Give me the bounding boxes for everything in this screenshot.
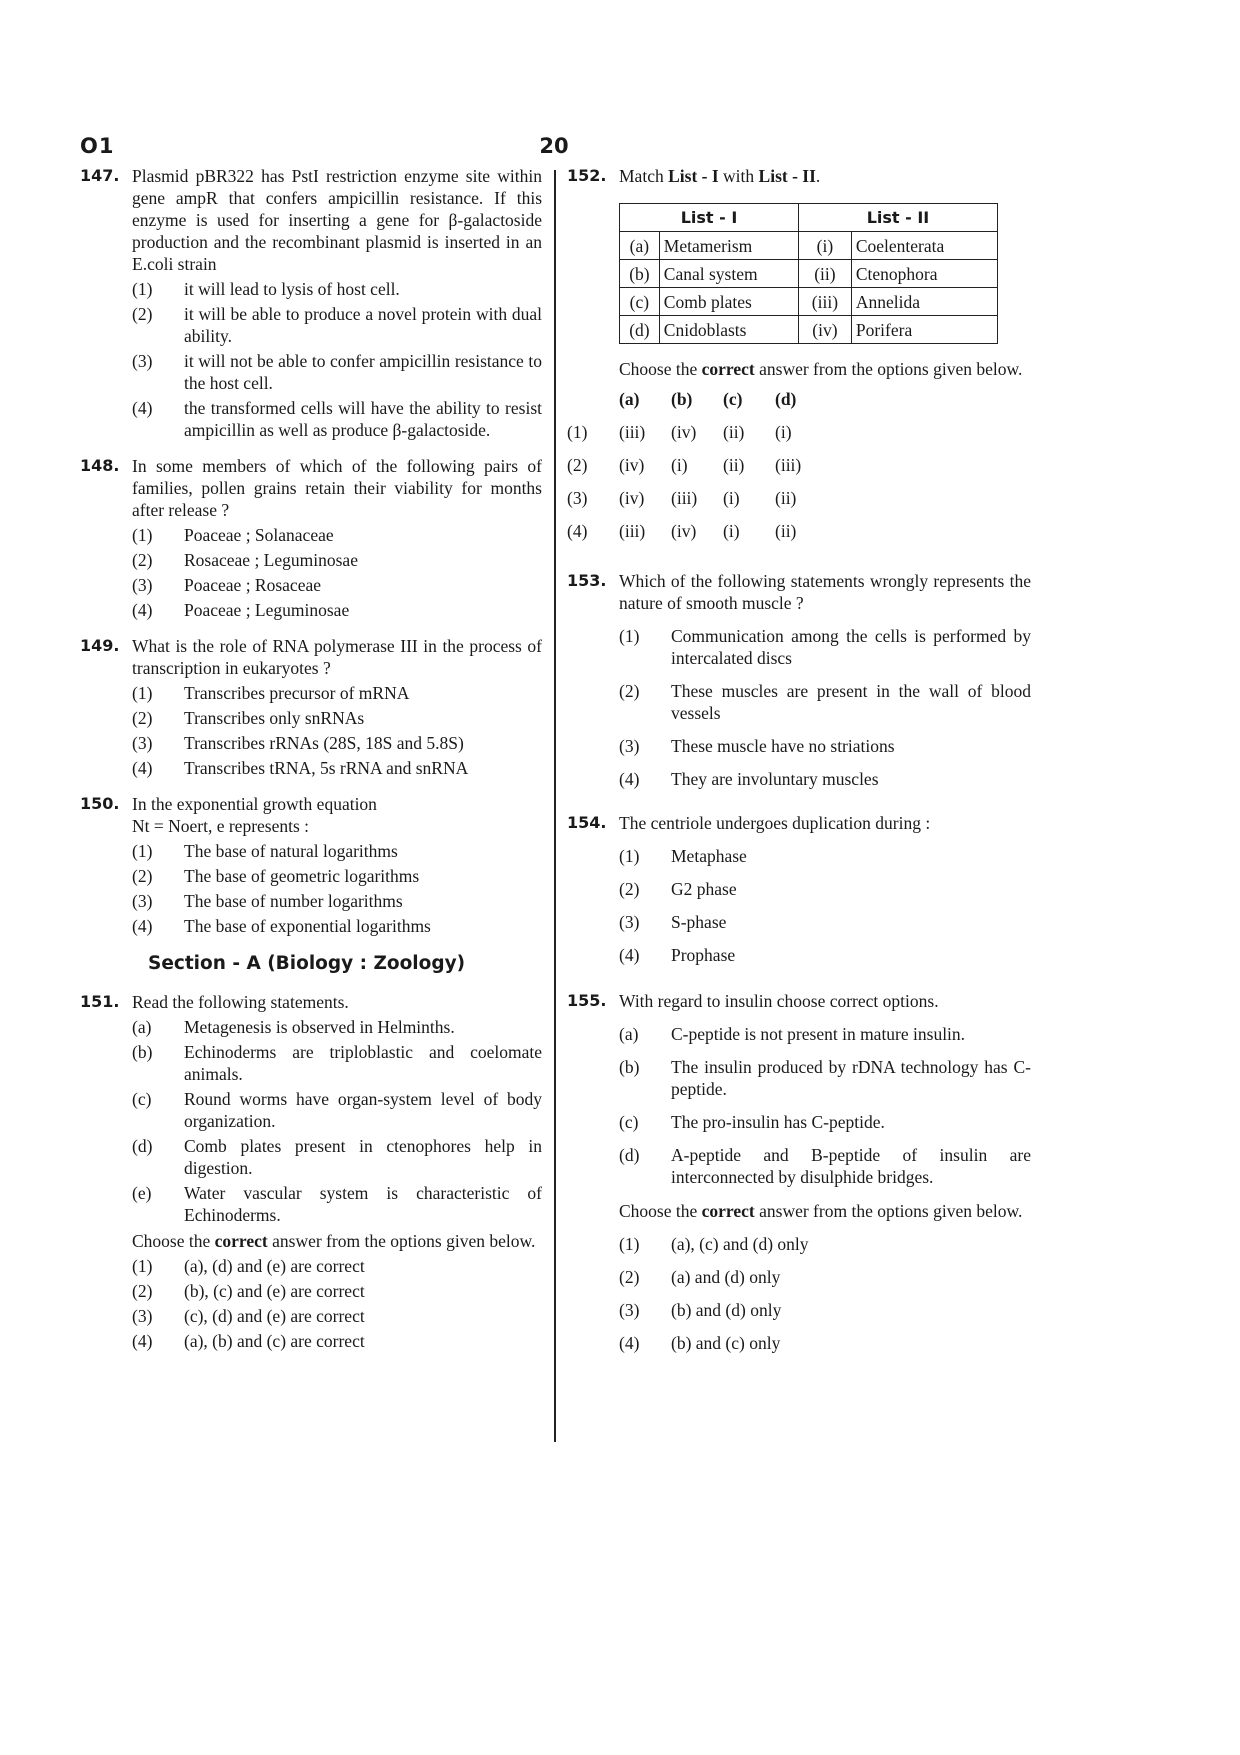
item-text: These muscle have no striations xyxy=(671,736,895,756)
option-item xyxy=(132,890,542,912)
item-label: (2) xyxy=(619,879,640,899)
item-text: (c), (d) and (e) are correct xyxy=(184,1306,365,1326)
item-label: (4) xyxy=(619,1333,640,1353)
instruction-bold: correct xyxy=(214,1231,268,1251)
question-text xyxy=(619,165,1031,187)
option-item xyxy=(132,682,542,704)
item-label: (2) xyxy=(132,708,153,728)
match-term: Ctenophora xyxy=(851,260,997,288)
statement-item xyxy=(132,1041,542,1085)
question-153 xyxy=(567,570,1031,790)
instruction-text: answer from the options given below. xyxy=(754,359,1023,379)
choose-instruction xyxy=(619,358,1031,380)
item-text: (b) and (c) only xyxy=(671,1333,781,1353)
item-label: (3) xyxy=(132,351,153,371)
bold-text: List - I xyxy=(668,166,719,186)
section-heading: Section - A (Biology : Zoology) xyxy=(148,953,466,974)
instruction-text: Choose the xyxy=(132,1231,215,1251)
item-text: Poaceae ; Rosaceae xyxy=(184,575,322,595)
text: Match xyxy=(619,166,669,186)
item-label: (c) xyxy=(132,1089,152,1109)
match-label: (ii) xyxy=(799,260,852,288)
instruction-bold: correct xyxy=(701,1201,755,1221)
question-150 xyxy=(80,793,542,937)
question-147 xyxy=(80,165,542,441)
answer-column-header: (c) xyxy=(723,389,743,409)
item-label: (1) xyxy=(132,279,153,299)
item-label: (a) xyxy=(132,1017,152,1037)
option-item xyxy=(132,303,542,347)
list-one-header: List - I xyxy=(620,204,799,232)
option-list xyxy=(619,1233,1031,1354)
item-label: (4) xyxy=(132,1331,153,1351)
item-text: Round worms have organ-system level of body organization. xyxy=(184,1089,542,1131)
match-term: Annelida xyxy=(851,288,997,316)
answer-cell: (i) xyxy=(723,521,740,541)
option-item xyxy=(132,1330,542,1352)
item-text: These muscles are present in the wall of blood vessels xyxy=(671,681,1031,723)
option-list xyxy=(132,840,542,937)
match-term: Canal system xyxy=(659,260,798,288)
grid-corner xyxy=(567,388,619,410)
statement-item xyxy=(619,1023,1031,1045)
statement-list xyxy=(619,1023,1031,1188)
item-label: (3) xyxy=(619,912,640,932)
match-label: (i) xyxy=(799,232,852,260)
item-text: They are involuntary muscles xyxy=(671,769,879,789)
option-list xyxy=(619,625,1031,790)
option-item xyxy=(132,350,542,394)
item-text: (a), (c) and (d) only xyxy=(671,1234,809,1254)
answer-cell: (i) xyxy=(723,488,740,508)
item-text: (a), (b) and (c) are correct xyxy=(184,1331,365,1351)
item-text: (b), (c) and (e) are correct xyxy=(184,1281,365,1301)
match-label: (iv) xyxy=(799,316,852,344)
option-item xyxy=(619,1266,1031,1288)
option-item xyxy=(619,944,1031,966)
item-label: (4) xyxy=(132,600,153,620)
question-text: Which of the following statements wrongly represents the nature of smooth muscle ? xyxy=(619,571,1031,613)
match-term: Metamerism xyxy=(659,232,798,260)
item-label: (2) xyxy=(132,866,153,886)
text: with xyxy=(718,166,759,186)
match-row xyxy=(620,260,998,288)
item-text: C-peptide is not present in mature insulin. xyxy=(671,1024,966,1044)
item-text: (a) and (d) only xyxy=(671,1267,781,1287)
option-item xyxy=(132,1305,542,1327)
item-text: Prophase xyxy=(671,945,736,965)
item-label: (3) xyxy=(132,1306,153,1326)
item-text: Poaceae ; Solanaceae xyxy=(184,525,334,545)
answer-option-label: (4) xyxy=(567,521,588,541)
option-item xyxy=(132,574,542,596)
statement-item xyxy=(132,1182,542,1226)
option-item xyxy=(132,1280,542,1302)
item-text: it will lead to lysis of host cell. xyxy=(184,279,400,299)
option-item xyxy=(132,599,542,621)
left-column xyxy=(80,165,542,1366)
answer-cell: (iii) xyxy=(619,422,646,442)
item-text: Rosaceae ; Leguminosae xyxy=(184,550,358,570)
answer-option-label: (2) xyxy=(567,455,588,475)
growth-equation: Nt = Noert, e represents : xyxy=(132,816,310,836)
match-term: Cnidoblasts xyxy=(659,316,798,344)
question-number: 153. xyxy=(567,571,607,590)
instruction-text: Choose the xyxy=(619,359,702,379)
instruction-text: Choose the xyxy=(619,1201,702,1221)
item-label: (4) xyxy=(132,758,153,778)
item-label: (3) xyxy=(132,575,153,595)
item-label: (e) xyxy=(132,1183,152,1203)
item-label: (d) xyxy=(132,1136,153,1156)
answer-cell: (iv) xyxy=(619,488,645,508)
option-item xyxy=(619,1233,1031,1255)
instruction-text: answer from the options given below. xyxy=(754,1201,1023,1221)
item-text: Transcribes only snRNAs xyxy=(184,708,365,728)
answer-cell: (iv) xyxy=(671,422,697,442)
item-text: Echinoderms are triploblastic and coelomate animals. xyxy=(184,1042,542,1084)
match-row xyxy=(620,232,998,260)
question-number: 149. xyxy=(80,636,120,655)
question-number: 155. xyxy=(567,991,607,1010)
option-item xyxy=(132,1255,542,1277)
item-text: it will be able to produce a novel protein with dual ability. xyxy=(184,304,542,346)
item-text: The pro-insulin has C-peptide. xyxy=(671,1112,885,1132)
answer-cell: (iv) xyxy=(619,455,645,475)
statement-list xyxy=(132,1016,542,1226)
question-number: 151. xyxy=(80,992,120,1011)
item-text: S-phase xyxy=(671,912,727,932)
question-text: In the exponential growth equation xyxy=(132,794,377,814)
item-label: (1) xyxy=(619,1234,640,1254)
item-label: (b) xyxy=(132,1042,153,1062)
item-text: Transcribes tRNA, 5s rRNA and snRNA xyxy=(184,758,469,778)
item-label: (2) xyxy=(132,550,153,570)
item-text: Transcribes precursor of mRNA xyxy=(184,683,410,703)
item-label: (1) xyxy=(132,841,153,861)
answer-cell: (ii) xyxy=(723,455,745,475)
item-label: (3) xyxy=(619,1300,640,1320)
statement-item xyxy=(132,1135,542,1179)
statement-item xyxy=(132,1016,542,1038)
answer-cell: (iii) xyxy=(619,521,646,541)
option-item xyxy=(132,865,542,887)
option-item xyxy=(132,915,542,937)
right-column xyxy=(567,165,1031,1368)
item-label: (1) xyxy=(619,846,640,866)
item-text: Water vascular system is characteristic of Echinoderms. xyxy=(184,1183,542,1225)
question-number: 150. xyxy=(80,794,120,813)
statement-item xyxy=(619,1056,1031,1100)
option-item xyxy=(619,845,1031,867)
statement-item xyxy=(619,1111,1031,1133)
question-number: 152. xyxy=(567,166,607,185)
item-text: (b) and (d) only xyxy=(671,1300,782,1320)
booklet-code: O1 xyxy=(80,134,115,158)
item-label: (4) xyxy=(132,916,153,936)
question-text: Plasmid pBR322 has PstI restriction enzyme site within gene ampR that confers ampicillin resistance. If this enzyme is used for inserting a gene for β-galactoside production and the recombinant plasmid is inserted in an E.coli strain xyxy=(132,166,542,274)
item-label: (3) xyxy=(619,736,640,756)
question-text: With regard to insulin choose correct options. xyxy=(619,991,939,1011)
match-label: (a) xyxy=(620,232,660,260)
choose-instruction xyxy=(619,1200,1031,1222)
item-label: (2) xyxy=(619,1267,640,1287)
answer-column-header: (b) xyxy=(671,389,693,409)
item-text: Transcribes rRNAs (28S, 18S and 5.8S) xyxy=(184,733,464,753)
match-label: (b) xyxy=(620,260,660,288)
option-list xyxy=(132,682,542,779)
item-text: Communication among the cells is performed by intercalated discs xyxy=(671,626,1031,668)
answer-column-header: (d) xyxy=(775,389,797,409)
column-divider xyxy=(554,170,556,1442)
answer-cell: (ii) xyxy=(775,521,797,541)
option-item xyxy=(619,1299,1031,1321)
item-label: (4) xyxy=(619,769,640,789)
answer-cell: (iii) xyxy=(775,455,802,475)
item-label: (d) xyxy=(619,1145,640,1165)
statement-item xyxy=(132,1088,542,1132)
option-item xyxy=(132,524,542,546)
question-149 xyxy=(80,635,542,779)
option-item xyxy=(619,625,1031,669)
question-154 xyxy=(567,812,1031,966)
item-label: (1) xyxy=(132,525,153,545)
item-text: Metagenesis is observed in Helminths. xyxy=(184,1017,455,1037)
match-table xyxy=(619,203,998,344)
page-number: 20 xyxy=(539,134,569,158)
match-term: Porifera xyxy=(851,316,997,344)
item-label: (1) xyxy=(619,626,640,646)
answer-cell: (iii) xyxy=(671,488,698,508)
answer-option-label: (1) xyxy=(567,422,588,442)
question-number: 147. xyxy=(80,166,120,185)
question-number: 148. xyxy=(80,456,120,475)
option-item xyxy=(132,757,542,779)
answer-cell: (i) xyxy=(775,422,792,442)
item-label: (1) xyxy=(132,683,153,703)
question-text: Read the following statements. xyxy=(132,992,349,1012)
option-item xyxy=(132,397,542,441)
instruction-bold: correct xyxy=(701,359,755,379)
item-text: the transformed cells will have the ability to resist ampicillin as well as produce β-galactoside. xyxy=(184,398,542,440)
item-text: it will not be able to confer ampicillin resistance to the host cell. xyxy=(184,351,542,393)
item-label: (4) xyxy=(619,945,640,965)
match-term: Comb plates xyxy=(659,288,798,316)
question-151 xyxy=(80,991,542,1352)
answer-option-label: (3) xyxy=(567,488,588,508)
item-label: (2) xyxy=(619,681,640,701)
option-item xyxy=(132,707,542,729)
answer-grid xyxy=(567,388,1031,542)
option-list xyxy=(132,524,542,621)
answer-cell: (iv) xyxy=(671,521,697,541)
option-list xyxy=(619,845,1031,966)
item-label: (3) xyxy=(132,733,153,753)
match-row xyxy=(620,316,998,344)
match-label: (d) xyxy=(620,316,660,344)
match-label: (c) xyxy=(620,288,660,316)
item-text: Metaphase xyxy=(671,846,747,866)
item-label: (3) xyxy=(132,891,153,911)
option-item xyxy=(132,840,542,862)
item-text: The base of number logarithms xyxy=(184,891,403,911)
question-152 xyxy=(567,165,1031,542)
option-item xyxy=(619,768,1031,790)
item-text: G2 phase xyxy=(671,879,737,899)
item-text: Comb plates present in ctenophores help in digestion. xyxy=(184,1136,542,1178)
question-text: In some members of which of the following pairs of families, pollen grains retain their viability for months after release ? xyxy=(132,456,542,520)
item-label: (2) xyxy=(132,1281,153,1301)
question-155 xyxy=(567,990,1031,1354)
text: . xyxy=(815,166,821,186)
item-text: A-peptide and B-peptide of insulin are interconnected by disulphide bridges. xyxy=(671,1145,1031,1187)
option-list xyxy=(132,1255,542,1352)
item-text: (a), (d) and (e) are correct xyxy=(184,1256,365,1276)
answer-cell: (i) xyxy=(671,455,688,475)
match-label: (iii) xyxy=(799,288,852,316)
instruction-text: answer from the options given below. xyxy=(267,1231,536,1251)
match-term: Coelenterata xyxy=(851,232,997,260)
item-label: (1) xyxy=(132,1256,153,1276)
item-label: (b) xyxy=(619,1057,640,1077)
option-item xyxy=(619,911,1031,933)
item-label: (a) xyxy=(619,1024,639,1044)
item-text: The base of natural logarithms xyxy=(184,841,398,861)
item-label: (4) xyxy=(132,398,153,418)
item-text: The base of exponential logarithms xyxy=(184,916,431,936)
answer-cell: (ii) xyxy=(723,422,745,442)
item-label: (2) xyxy=(132,304,153,324)
match-row xyxy=(620,288,998,316)
answer-cell: (ii) xyxy=(775,488,797,508)
question-text: The centriole undergoes duplication during : xyxy=(619,813,931,833)
option-item xyxy=(619,1332,1031,1354)
question-number: 154. xyxy=(567,813,607,832)
choose-instruction xyxy=(132,1230,542,1252)
list-two-header: List - II xyxy=(799,204,998,232)
item-text: The insulin produced by rDNA technology has C-peptide. xyxy=(671,1057,1031,1099)
item-text: The base of geometric logarithms xyxy=(184,866,420,886)
item-label: (c) xyxy=(619,1112,639,1132)
option-item xyxy=(132,549,542,571)
item-text: Poaceae ; Leguminosae xyxy=(184,600,350,620)
option-item xyxy=(619,735,1031,757)
option-item xyxy=(132,278,542,300)
option-item xyxy=(619,878,1031,900)
option-list xyxy=(132,278,542,441)
bold-text: List - II xyxy=(758,166,816,186)
statement-item xyxy=(619,1144,1031,1188)
option-item xyxy=(132,732,542,754)
answer-column-header: (a) xyxy=(619,389,640,409)
question-text: What is the role of RNA polymerase III in the process of transcription in eukaryotes ? xyxy=(132,636,542,678)
option-item xyxy=(619,680,1031,724)
question-148 xyxy=(80,455,542,621)
